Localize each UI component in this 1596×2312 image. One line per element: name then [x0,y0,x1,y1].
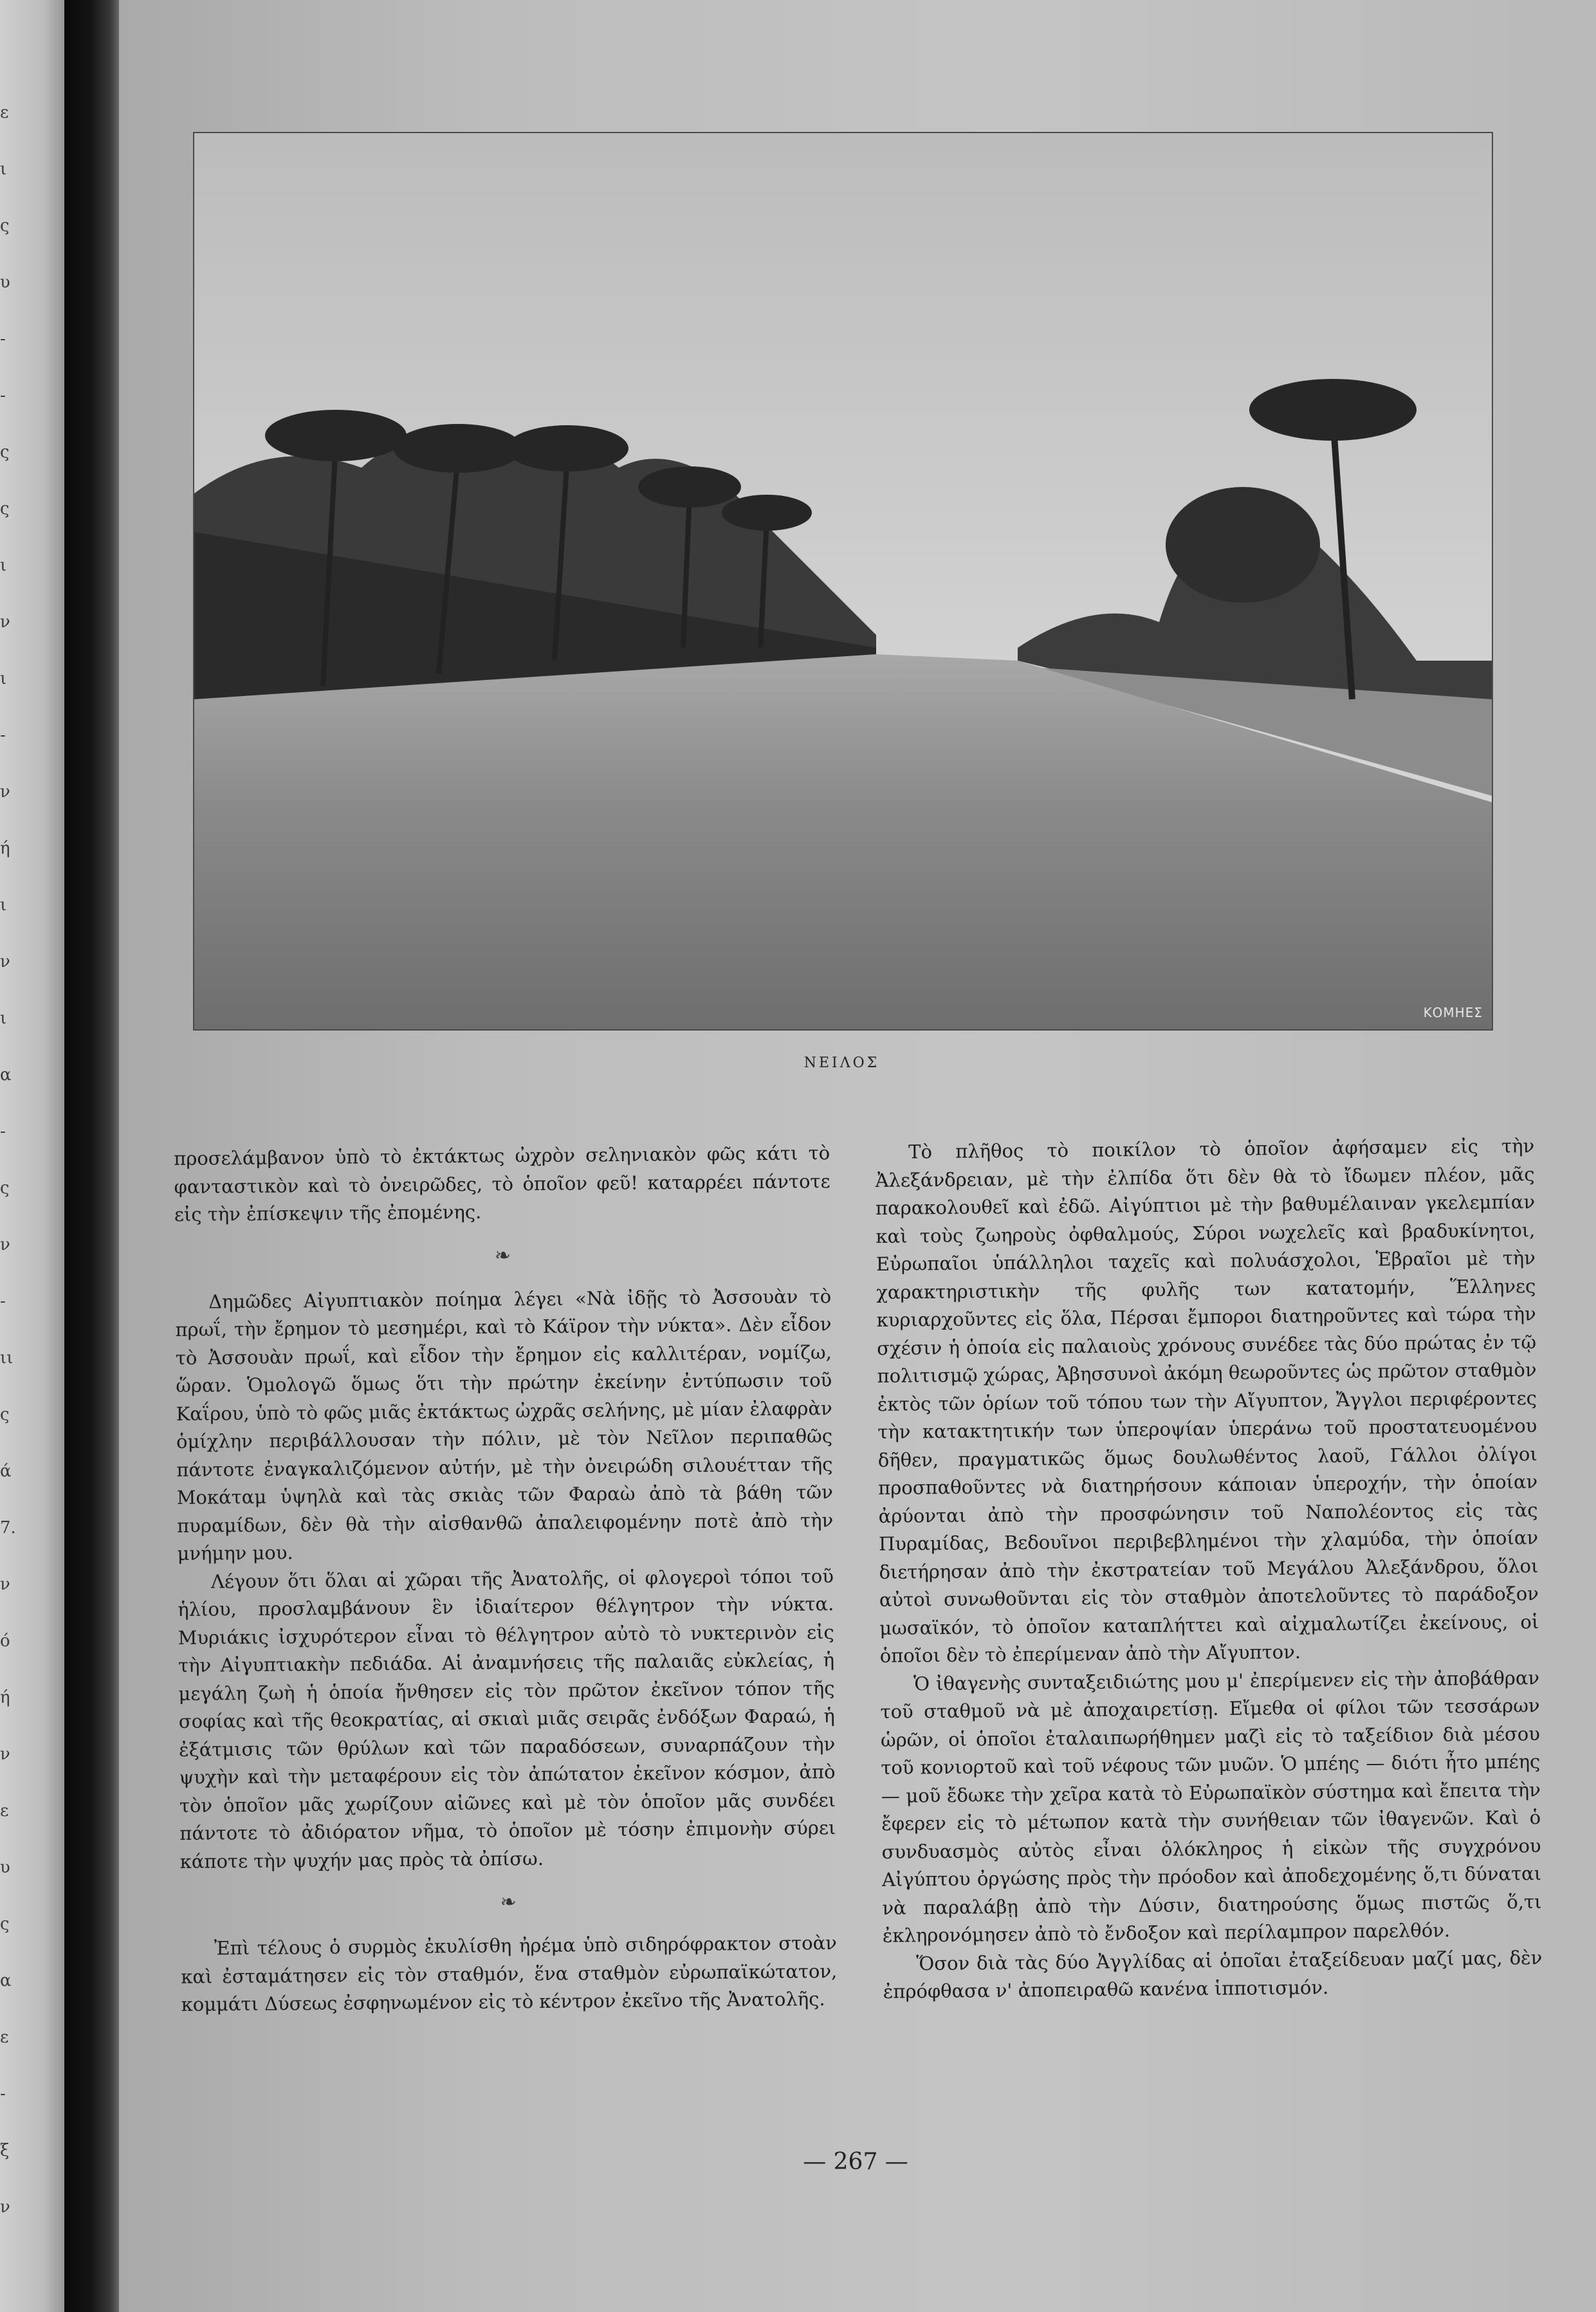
left-page-fragment: ν [0,1745,10,1764]
paragraph: Ὁ ἰθαγενὴς συνταξειδιώτης μου μ' ἐπερίμενεν εἰς τὴν ἀποβάθραν τοῦ σταθμοῦ νὰ μὲ ἀποχαιρετίσῃ. Εἴμεθα οἱ φίλοι τῶν τεσσάρων ὡρῶν, οἱ ὁποῖοι ἐταλαιπωρήθημεν μαζὶ εἰς τὸ ταξείδιον διὰ μέσου τοῦ κονιορτοῦ καὶ τοῦ νέφους τῶν μυῶν. Ὁ μπέης — διότι ἦτο μπέης — μοῦ ἔδωκε τὴν χεῖρα κατὰ τὸ Εὐρωπαϊκὸν σύστημα καὶ ἔπειτα τὴν ἔφερεν εἰς τὸ μέτωπον κατὰ τὴν συνήθειαν τῶν ἰθαγενῶν. Καὶ ὁ συνδυασμὸς αὐτὸς εἶναι ὁλόκληρος ἡ εἰκὼν τῆς συγχρόνου Αἰγύπτου ὀργώσης πρὸς τὴν πρόοδον καὶ ἀποδεχομένης ὅ,τι δύναται νὰ παραλάβῃ ἀπὸ τὴν Δύσιν, διατηρούσης ὅμως πιστῶς ὅ,τι ἐκληρονόμησεν ἀπὸ τὸ ἔνδοξον καὶ περίλαμπρον παρελθόν. [880,1666,1542,1947]
left-page-fragment: ή [0,1688,10,1707]
nile-photo-illustration [194,133,1492,1029]
left-page-fragment: ι [0,1009,7,1028]
paragraph: Ἐπὶ τέλους ὁ συρμὸς ἐκυλίσθη ἠρέμα ὑπὸ σιδηρόφρακτον στοὰν καὶ ἐσταμάτησεν εἰς τὸν σταθμόν, ἕνα σταθμὸν εὐρωπαϊκώτατον, κομμάτι Δύσεως ἐσφηνωμένον εἰς τὸ κέντρον ἐκεῖνο τῆς Ἀνατολῆς. [181,1932,838,2015]
left-page-fragment: ε [0,1801,9,1821]
photo-credit: ΚΟΜΗΕΣ [1423,1005,1483,1020]
left-page-fragment: ό [0,1631,10,1651]
page-number: — 267 — [803,2149,908,2175]
left-page-fragment: α [0,1971,12,1990]
ornament: ❧ [494,1243,511,1267]
paragraph: προσελάμβανον ὑπὸ τὸ ἐκτάκτως ὠχρὸν σεληνιακὸν φῶς κάτι τὸ φανταστικὸν καὶ τὸ ὀνειρῶδες, τὸ ὁποῖον φεῦ! καταρρέει πάντοτε εἰς τὴν ἐπίσκεψιν τῆς ἐπομένης. [174,1142,830,1225]
left-page-fragment: ι [0,669,7,688]
left-page-fragment: - [0,329,6,349]
ornament: ❧ [500,1891,517,1914]
left-page-fragment: ς [0,216,10,235]
nile-photograph [193,132,1493,1031]
paragraph: Ὅσον διὰ τὰς δύο Ἀγγλίδας αἱ ὁποῖαι ἐταξείδευαν μαζί μας, δὲν ἐπρόφθασα ν' ἀποπειραθῶ κανένα ἱπποτισμόν. [883,1946,1543,2003]
left-page-fragment: ι [0,160,7,179]
left-page-fragment: - [0,726,6,745]
left-page-fragment: - [0,386,6,405]
left-page-fragment: ν [0,1575,10,1594]
left-column [174,1139,838,2019]
left-page-fragment: 7. [0,1518,16,1537]
left-page-fragment: υ [0,1858,10,1877]
left-page-fragment: ν [0,782,10,802]
left-page-fragment: ς [0,1405,10,1424]
left-page-fragment: - [0,2084,6,2104]
left-page-fragment: ι [0,895,7,915]
left-page-fragment: ν [0,952,10,971]
book-gutter [64,0,122,2312]
left-page-fragment: - [0,1122,6,1141]
paragraph: Δημῶδες Αἰγυπτιακὸν ποίημα λέγει «Νὰ ἰδῇς τὸ Ἀσσουὰν τὸ πρωΐ, τὴν ἔρημον τὸ μεσημέρι, καὶ τὸ Κάϊρον τὴν νύκτα». Δὲν εἶδον τὸ Ἀσσουὰν πρωΐ, καὶ εἶδον τὴν ἔρημον εἰς καλλιτέραν, νομίζω, ὥραν. Ὁμολογῶ ὅμως ὅτι τὴν πρώτην ἐκείνην ἐντύπωσιν τοῦ Καΐρου, ὑπὸ τὸ φῶς μιᾶς ἐκτάκτως ὠχρᾶς σελήνης, μὲ μίαν ἐλαφρὰν ὁμίχλην περιβάλλουσαν τὴν πόλιν, μὲ τὸν Νεῖλον περιπαθῶς πάντοτε ἐναγκαλιζόμενον αὐτήν, μὲ τὴν ὀνειρώδη σιλουέτταν τῆς Μοκάταμ ὑψηλὰ καὶ τὰς σκιὰς τῶν Φαραὼ ἀπὸ τὰ βάθη τῶν πυραμίδων, δὲν θὰ τὴν αἰσθανθῶ ἀπαλειφομένην ποτὲ ἀπὸ τὴν μνήμην μου. [175,1285,834,1564]
left-page-edge [0,0,72,2312]
left-page-fragment: ι [0,556,7,575]
left-page-fragment: ά [0,1462,12,1481]
left-page-fragment: υ [0,273,10,292]
photo-caption: ΝΕΙΛΟΣ [803,1055,880,1071]
left-page-fragment: - [0,1292,6,1311]
left-page-fragment: α [0,1065,12,1085]
left-page-fragment: ξ [0,2141,10,2160]
left-page-fragment: ιι [0,1348,14,1368]
left-page-fragment: ς [0,499,10,518]
left-page-fragment: ή [0,839,10,858]
left-page-fragment: ε [0,2028,9,2047]
paragraph: Λέγουν ὅτι ὅλαι αἱ χῶραι τῆς Ἀνατολῆς, οἱ φλογεροὶ τόποι τοῦ ἡλίου, προσλαμβάνουν ἓν ἰδιαίτερον θέλγητρον τὴν νύκτα. Μυριάκις ἰσχυρότερον εἶναι τὸ θέλγητρον αὐτὸ τὸ νυκτερινὸν εἰς τὴν Αἰγυπτιακὴν πεδιάδα. Αἱ ἀναμνήσεις τῆς παλαιᾶς εὐκλείας, ἡ μεγάλη ζωὴ ἡ ὁποία ἤνθησεν εἰς τὸν πρῶτον ἐκεῖνον τόπον τῆς σοφίας καὶ τῆς θεοκρατίας, αἱ σκιαὶ μιᾶς σειρᾶς ἐνδόξων Φαραώ, ἡ ἐξάτμισις τῶν θρύλων καὶ τῶν παραδόσεων, συναρπάζουν τὴν ψυχὴν καὶ τὴν μεταφέρουν εἰς τὸν ἀπώτατον ἐκεῖνον κόσμον, ἀπὸ τὸν ὁποῖον μᾶς χωρίζουν αἰῶνες καὶ μὲ τὸν ὁποῖον μᾶς συνδέει πάντοτε τὸ ἀδιόρατον νῆμα, τὸ ὁποῖον μὲ τόσην ἐπιμονὴν σύρει κάποτε τὴν ψυχήν μας πρὸς τὰ ὀπίσω. [178,1564,836,1873]
left-page-fragment: ς [0,1179,10,1198]
right-column [875,1132,1543,2006]
left-page-fragment: ς [0,1914,10,1934]
left-page-fragment: ν [0,612,10,632]
left-page-fragment: ε [0,103,9,122]
left-page-fragment: ν [0,2197,10,2217]
paragraph: Τὸ πλῆθος τὸ ποικίλον τὸ ὁποῖον ἀφήσαμεν εἰς τὴν Ἀλεξάνδρειαν, μὲ τὴν ἐλπίδα ὅτι δὲν θὰ τὸ ἴδωμεν πλέον, μᾶς παρακολουθεῖ καὶ ἐδῶ. Αἰγύπτιοι μὲ τὴν βαθυμέλαιναν γκελεμπίαν καὶ τοὺς ζωηροὺς ὀφθαλμούς, Σύροι νωχελεῖς καὶ βραδυκίνητοι, Εὐρωπαῖοι ὑπάλληλοι ταχεῖς καὶ πολυάσχολοι, Ἑβραῖοι μὲ τὴν χαρακτηριστικὴν τῆς φυλῆς των κατατομήν, Ἕλληνες κυριαρχοῦντες εἰς ὅλα, Πέρσαι ἔμποροι διατηροῦντες καὶ τώρα τὴν σχέσιν ἡ ὁποία εἰς παλαιοὺς χρόνους συνέδεε τὰς δύο πρώτας ἐν τῷ πολιτισμῷ χώρας, Ἀβησσυνοὶ ἀκόμη θεωροῦντες ὡς πρῶτον σταθμὸν ἐκτὸς τῶν ὁρίων τοῦ τόπου των τὴν Αἴγυπτον, Ἄγγλοι περιφέροντες τὴν κατακτητικήν των ὑπεροψίαν ὑπεράνω τοῦ προστατευομένου δῆθεν, πραγματικῶς ὅμως δουλωθέντος λαοῦ, Γάλλοι ὀλίγοι προσπαθοῦντες νὰ διατηρήσουν κάποιαν ὑπεροχήν, τὴν ὁποίαν ἀρύονται ἀπὸ τὴν προσφώνησιν τοῦ Ναπολέοντος εἰς τὰς Πυραμίδας, Βεδουῖνοι περιβεβλημένοι τὴν χλαμύδα, τὴν ὁποίαν διετήρησαν ἀπὸ τὴν ἐκστρατείαν τοῦ Μεγάλου Ἀλεξάνδρου, ὅλοι αὐτοὶ συνωθοῦνται εἰς τὸν σταθμὸν ἀποτελοῦντες τὸ παράδοξον μωσαϊκόν, τὸ ὁποῖον καταπλήττει καὶ αἰχμαλωτίζει ἐκείνους, οἱ ὁποῖοι δὲν τὸ ἐπερίμεναν ἀπὸ τὴν Αἴγυπτον. [875,1135,1539,1667]
left-page-fragment: ς [0,443,10,462]
left-page-fragment: ν [0,1235,10,1254]
